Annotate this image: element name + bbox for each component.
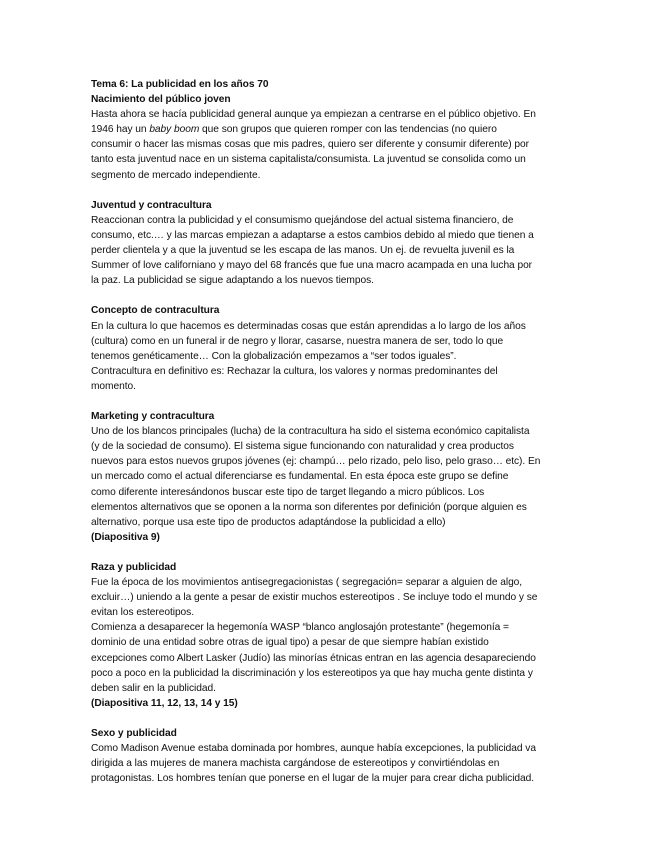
line-text: dominio de una entidad sobre otras de igual tipo) a pesar de que siempre habían existido	[91, 637, 489, 649]
line-text: elementos alternativos que se oponen a la norma son diferentes por definición (porque alguien es	[91, 501, 527, 513]
paragraph-line	[91, 137, 571, 152]
line-text: (cultura) como en un funeral ir de negro y llorar, casarse, nuestra manera de ser, todo lo que	[91, 335, 504, 347]
section-heading: Raza y publicidad	[91, 562, 177, 573]
section-heading: Marketing y contracultura	[91, 411, 215, 423]
line-text: tenemos genéticamente… Con la globalización empezamos a “ser todos iguales”.	[91, 350, 457, 362]
document-body	[91, 92, 571, 786]
paragraph-line	[91, 454, 571, 469]
paragraph-line	[91, 152, 571, 167]
section-heading: Juventud y contracultura	[91, 199, 212, 211]
section-heading: Sexo y publicidad	[91, 728, 177, 740]
line-text: Summer of love californiano y mayo del 68 francés que fue una macro acampada en una lucha por	[91, 260, 533, 272]
paragraph-line	[91, 439, 571, 454]
section-spacer	[91, 545, 571, 560]
line-text: deben salir en la publicidad.	[91, 682, 216, 694]
section-heading: Concepto de contracultura	[91, 305, 220, 317]
line-text: protagonistas. Los hombres tenían que ponerse en el lugar de la mujer para crear dicha publicidad.	[91, 773, 535, 785]
line-text: Comienza a desaparecer la hegemonía WASP “blanco anglosajón protestante” (hegemonía =	[91, 622, 509, 634]
paragraph-line	[91, 364, 571, 379]
line-text: Hasta ahora se hacía publicidad general aunque ya empiezan a centrarse en el público objetivo. En	[91, 109, 536, 121]
line-text: que son grupos que quieren romper con las tendencias (no quiero	[199, 124, 497, 136]
line-text: 1946 hay un	[91, 124, 150, 136]
line-text: Fue la época de los movimientos antisegregacionistas ( segregación= separar a alguien de algo,	[91, 577, 523, 589]
paragraph-line	[91, 122, 571, 137]
line-text: excluir…) uniendo a la gente a pesar de existir muchos estereotipos . Se incluye todo el mundo y se	[91, 592, 538, 604]
paragraph-line	[91, 349, 571, 364]
line-text: la paz. La publicidad se sigue adaptando a los nuevos tiempos.	[91, 275, 374, 287]
line-text: Contracultura en definitivo es: Rechazar la cultura, los valores y normas predominantes del	[91, 365, 498, 377]
section-spacer	[91, 288, 571, 303]
paragraph-line	[91, 651, 571, 666]
document-page	[91, 77, 571, 786]
paragraph-line	[91, 379, 571, 394]
section-spacer	[91, 183, 571, 198]
slide-reference: (Diapositiva 9)	[91, 531, 160, 543]
paragraph-line	[91, 605, 571, 620]
line-text: tanto esta juventud nace en un sistema capitalista/consumista. La juventud se consolida como un	[91, 154, 526, 166]
section-spacer	[91, 711, 571, 726]
line-text: excepciones como Albert Lasker (Judío) las minorías étnicas entran en las agencia desapareciendo	[91, 652, 536, 664]
paragraph-line	[91, 500, 571, 515]
line-text: (y de la sociedad de consumo). El sistema sigue funcionando con naturalidad y crea productos	[91, 441, 514, 453]
paragraph-line	[91, 575, 571, 590]
line-text: evitan los estereotipos.	[91, 607, 194, 619]
paragraph-line	[91, 620, 571, 635]
paragraph-line	[91, 213, 571, 228]
paragraph-line	[91, 334, 571, 349]
line-text: dirigida a las mujeres de manera machista cargándose de estereotipos y convirtiéndolas en	[91, 758, 500, 770]
line-text: perder clientela y a que la juventud se les escapa de las manos. Un ej. de revuelta juvenil es la	[91, 245, 515, 257]
paragraph-line	[91, 515, 571, 530]
slide-reference: (Diapositiva 11, 12, 13, 14 y 15)	[91, 697, 238, 709]
line-text: Como Madison Avenue estaba dominada por hombres, aunque había excepciones, la publicidad va	[91, 743, 536, 755]
document-title: Tema 6: La publicidad en los años 70	[91, 79, 269, 90]
paragraph-line	[91, 424, 571, 439]
paragraph-line	[91, 666, 571, 681]
paragraph-line	[91, 741, 571, 756]
line-text: alternativo, porque usa este tipo de productos adaptándose la publicidad a ello)	[91, 516, 446, 528]
italic-term: baby boom	[149, 124, 200, 136]
section-heading: Nacimiento del público joven	[91, 94, 231, 106]
line-text: nuevos para estos nuevos grupos jóvenes (ej: champú… pelo rizado, pelo liso, pelo graso… etc). En	[91, 456, 541, 468]
line-text: consumir o hacer las mismas cosas que mis padres, quiero ser diferente y consumir diferente) por	[91, 139, 529, 151]
paragraph-line	[91, 756, 571, 771]
line-text: como diferente interesándonos buscar este tipo de target llegando a micro públicos. Los	[91, 486, 485, 498]
paragraph-line	[91, 590, 571, 605]
paragraph-line	[91, 243, 571, 258]
paragraph-line	[91, 107, 571, 122]
paragraph-line	[91, 319, 571, 334]
line-text: un mercado como el actual diferenciarse es fundamental. En esta época este grupo se define	[91, 471, 509, 483]
paragraph-line	[91, 681, 571, 696]
paragraph-line	[91, 258, 571, 273]
paragraph-line	[91, 771, 571, 786]
line-text: poco a poco en la publicidad la discriminación y los estereotipos ya que hay mucha gente distinta y	[91, 667, 533, 679]
paragraph-line	[91, 168, 571, 183]
line-text: Uno de los blancos principales (lucha) de la contracultura ha sido el sistema económico capitalista	[91, 426, 530, 438]
paragraph-line	[91, 485, 571, 500]
paragraph-line	[91, 273, 571, 288]
line-text: momento.	[91, 380, 136, 392]
line-text: consumo, etc.… y las marcas empiezan a adaptarse a estos cambios debido al miedo que tienen a	[91, 229, 534, 241]
line-text: En la cultura lo que hacemos es determinadas cosas que están aprendidas a lo largo de los años	[91, 320, 526, 332]
paragraph-line	[91, 635, 571, 650]
paragraph-line	[91, 228, 571, 243]
line-text: segmento de mercado independiente.	[91, 169, 261, 181]
line-text: Reaccionan contra la publicidad y el consumismo quejándose del actual sistema financiero, de	[91, 214, 514, 226]
section-spacer	[91, 394, 571, 409]
paragraph-line	[91, 469, 571, 484]
